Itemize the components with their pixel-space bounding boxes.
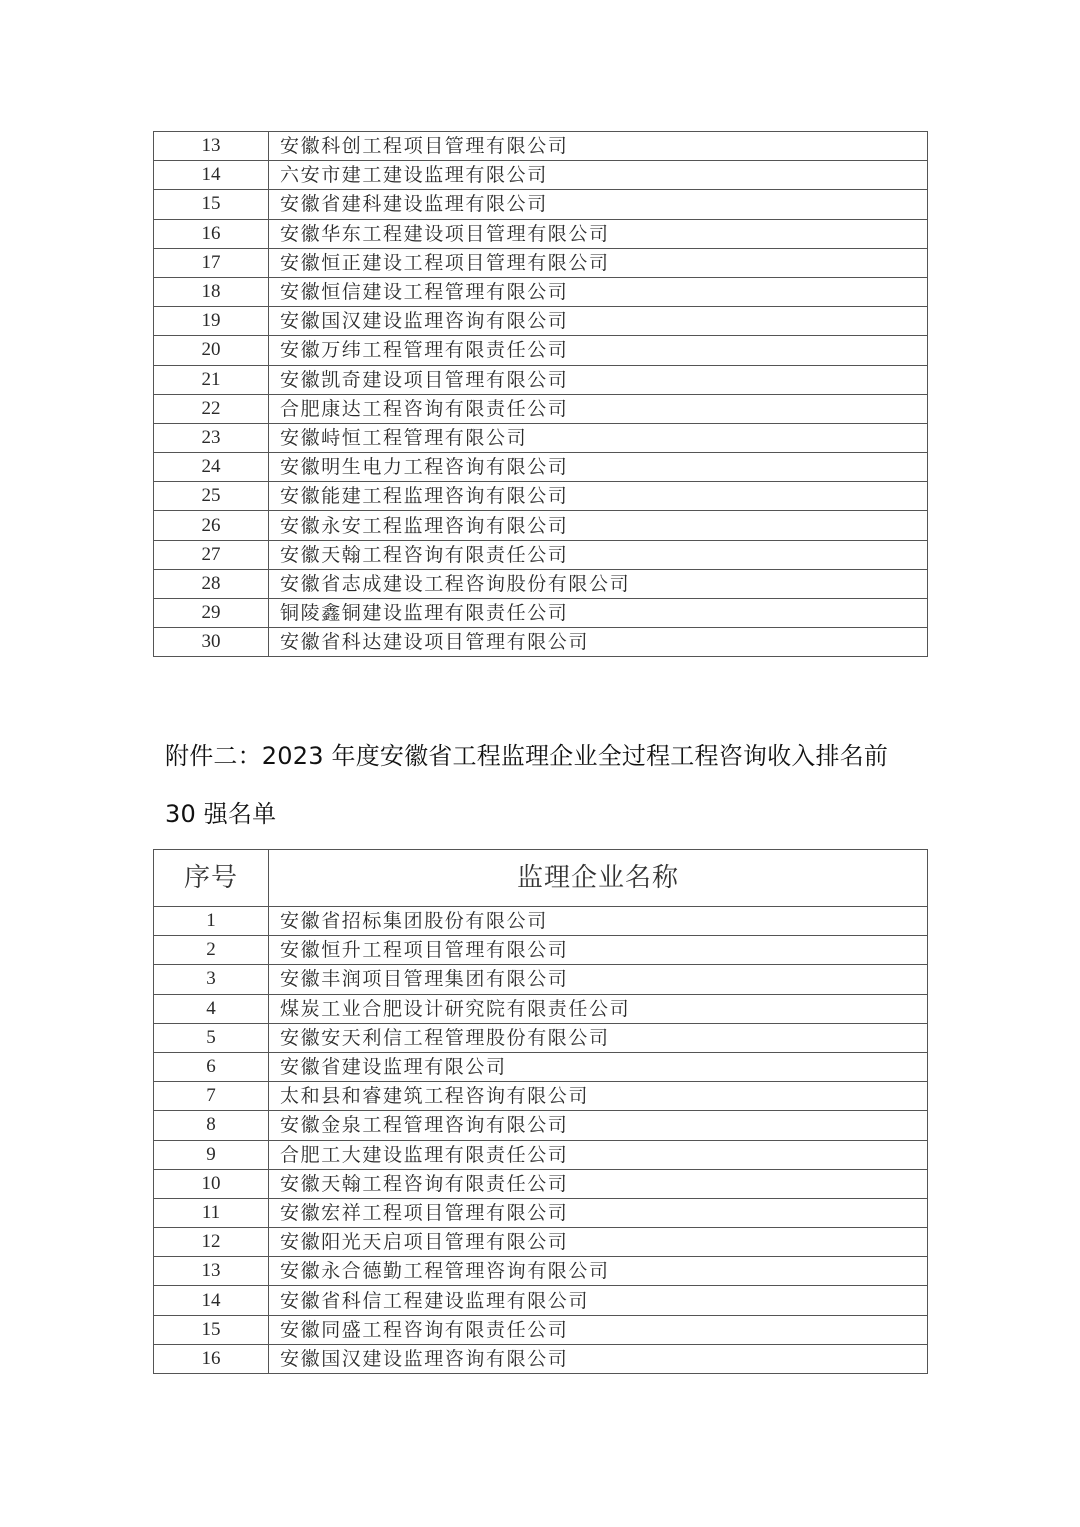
- table-row: [154, 277, 928, 306]
- company-name: 安徽恒正建设工程项目管理有限公司: [269, 248, 928, 277]
- rank-number: 5: [154, 1023, 269, 1052]
- company-name: 安徽能建工程监理咨询有限公司: [269, 482, 928, 511]
- rank-number: 13: [154, 1257, 269, 1286]
- rank-number: 29: [154, 599, 269, 628]
- rank-number: 21: [154, 365, 269, 394]
- table-header-row: [154, 850, 928, 907]
- table-row: [154, 1344, 928, 1373]
- table-row: [154, 161, 928, 190]
- table-row: [154, 1111, 928, 1140]
- rank-number: 4: [154, 994, 269, 1023]
- company-name: 安徽金泉工程管理咨询有限公司: [269, 1111, 928, 1140]
- rank-number: 7: [154, 1082, 269, 1111]
- table-row: [154, 190, 928, 219]
- table-row: [154, 1315, 928, 1344]
- table-row: [154, 1169, 928, 1198]
- table-row: [154, 540, 928, 569]
- table-row: [154, 599, 928, 628]
- table-row: [154, 994, 928, 1023]
- attachment-title-continued: 30 强名单: [165, 800, 277, 828]
- attachment-title: 附件二：2023 年度安徽省工程监理企业全过程工程咨询收入排名前: [165, 742, 889, 770]
- table-row: [154, 482, 928, 511]
- company-name: 合肥工大建设监理有限责任公司: [269, 1140, 928, 1169]
- table-row: [154, 936, 928, 965]
- rank-number: 16: [154, 219, 269, 248]
- rank-number: 14: [154, 161, 269, 190]
- table-row: [154, 1198, 928, 1227]
- column-header-company-name: 监理企业名称: [269, 850, 928, 907]
- table-row: [154, 1257, 928, 1286]
- company-name: 安徽华东工程建设项目管理有限公司: [269, 219, 928, 248]
- rank-number: 12: [154, 1228, 269, 1257]
- rank-number: 27: [154, 540, 269, 569]
- rank-number: 8: [154, 1111, 269, 1140]
- company-name: 安徽安天利信工程管理股份有限公司: [269, 1023, 928, 1052]
- column-header-rank: 序号: [154, 850, 269, 907]
- company-name: 六安市建工建设监理有限公司: [269, 161, 928, 190]
- rank-number: 1: [154, 907, 269, 936]
- company-name: 太和县和睿建筑工程咨询有限公司: [269, 1082, 928, 1111]
- rank-number: 30: [154, 628, 269, 657]
- ranking-table-attachment-2: [153, 849, 928, 1374]
- table-row: [154, 336, 928, 365]
- company-name: 安徽国汉建设监理咨询有限公司: [269, 307, 928, 336]
- rank-number: 14: [154, 1286, 269, 1315]
- company-name: 安徽凯奇建设项目管理有限公司: [269, 365, 928, 394]
- company-name: 安徽明生电力工程咨询有限公司: [269, 453, 928, 482]
- rank-number: 26: [154, 511, 269, 540]
- company-name: 安徽万纬工程管理有限责任公司: [269, 336, 928, 365]
- table-row: [154, 628, 928, 657]
- company-name: 合肥康达工程咨询有限责任公司: [269, 394, 928, 423]
- company-name: 安徽省科信工程建设监理有限公司: [269, 1286, 928, 1315]
- table-row: [154, 423, 928, 452]
- rank-number: 20: [154, 336, 269, 365]
- ranking-table-continued: [153, 131, 928, 657]
- company-name: 安徽永安工程监理咨询有限公司: [269, 511, 928, 540]
- table-row: [154, 1286, 928, 1315]
- rank-number: 11: [154, 1198, 269, 1227]
- company-name: 安徽永合德勤工程管理咨询有限公司: [269, 1257, 928, 1286]
- rank-number: 25: [154, 482, 269, 511]
- table-row: [154, 453, 928, 482]
- company-name: 安徽科创工程项目管理有限公司: [269, 132, 928, 161]
- rank-number: 17: [154, 248, 269, 277]
- company-name: 煤炭工业合肥设计研究院有限责任公司: [269, 994, 928, 1023]
- company-name: 安徽省建设监理有限公司: [269, 1052, 928, 1081]
- rank-number: 18: [154, 277, 269, 306]
- rank-number: 3: [154, 965, 269, 994]
- table-row: [154, 248, 928, 277]
- company-name: 安徽恒升工程项目管理有限公司: [269, 936, 928, 965]
- rank-number: 22: [154, 394, 269, 423]
- company-name: 安徽恒信建设工程管理有限公司: [269, 277, 928, 306]
- rank-number: 28: [154, 569, 269, 598]
- table-row: [154, 1140, 928, 1169]
- table-row: [154, 394, 928, 423]
- rank-number: 13: [154, 132, 269, 161]
- table-row: [154, 365, 928, 394]
- company-name: 安徽省科达建设项目管理有限公司: [269, 628, 928, 657]
- company-name: 安徽国汉建设监理咨询有限公司: [269, 1344, 928, 1373]
- company-name: 铜陵鑫铜建设监理有限责任公司: [269, 599, 928, 628]
- table-row: [154, 1228, 928, 1257]
- company-name: 安徽峙恒工程管理有限公司: [269, 423, 928, 452]
- table-row: [154, 569, 928, 598]
- company-name: 安徽天翰工程咨询有限责任公司: [269, 1169, 928, 1198]
- rank-number: 15: [154, 190, 269, 219]
- company-name: 安徽同盛工程咨询有限责任公司: [269, 1315, 928, 1344]
- rank-number: 15: [154, 1315, 269, 1344]
- rank-number: 2: [154, 936, 269, 965]
- rank-number: 9: [154, 1140, 269, 1169]
- table-row: [154, 132, 928, 161]
- company-name: 安徽省招标集团股份有限公司: [269, 907, 928, 936]
- rank-number: 19: [154, 307, 269, 336]
- rank-number: 23: [154, 423, 269, 452]
- table-row: [154, 1023, 928, 1052]
- table-row: [154, 1052, 928, 1081]
- company-name: 安徽丰润项目管理集团有限公司: [269, 965, 928, 994]
- rank-number: 10: [154, 1169, 269, 1198]
- rank-number: 6: [154, 1052, 269, 1081]
- company-name: 安徽省建科建设监理有限公司: [269, 190, 928, 219]
- table-row: [154, 511, 928, 540]
- table-row: [154, 307, 928, 336]
- table-row: [154, 965, 928, 994]
- rank-number: 24: [154, 453, 269, 482]
- table-row: [154, 907, 928, 936]
- company-name: 安徽天翰工程咨询有限责任公司: [269, 540, 928, 569]
- table-row: [154, 1082, 928, 1111]
- company-name: 安徽宏祥工程项目管理有限公司: [269, 1198, 928, 1227]
- table-row: [154, 219, 928, 248]
- rank-number: 16: [154, 1344, 269, 1373]
- company-name: 安徽阳光天启项目管理有限公司: [269, 1228, 928, 1257]
- company-name: 安徽省志成建设工程咨询股份有限公司: [269, 569, 928, 598]
